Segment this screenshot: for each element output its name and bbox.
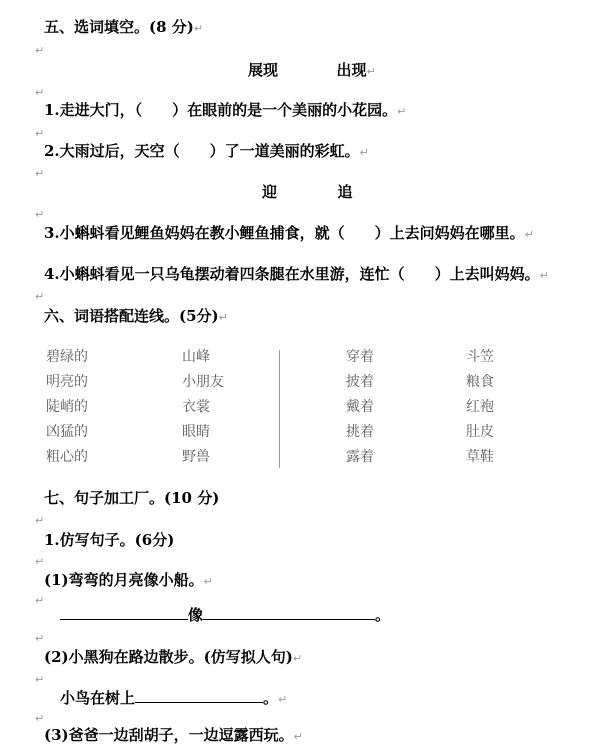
match-word: 衣裳 (182, 399, 210, 415)
match-word: 穿着 (346, 349, 374, 365)
fill-end: 。 (263, 689, 279, 707)
section-five-title (44, 17, 203, 39)
return-mark-icon: ↵ (35, 167, 45, 180)
prompt-3 (44, 725, 303, 747)
return-mark-icon: ↵ (218, 311, 228, 324)
return-mark-icon: ↵ (35, 127, 45, 140)
return-mark-icon: ↵ (292, 652, 303, 665)
prompt-text: (2)小黑狗在路边散步。(仿写拟人句) (44, 648, 293, 666)
fill-line-2 (60, 688, 287, 710)
section-five-title-text: 五、选词填空。(8 分) (44, 18, 194, 36)
return-mark-icon: ↵ (35, 208, 45, 221)
match-word: 挑着 (346, 424, 374, 440)
question-3 (44, 223, 534, 245)
question-text: 4.小蝌蚪看见一只乌龟摆动着四条腿在水里游，连忙（ ）上去叫妈妈。 (44, 265, 540, 283)
match-word: 戴着 (346, 399, 374, 415)
answer-blank[interactable] (60, 605, 188, 620)
section-six-title-text: 六、词语搭配连线。(5分) (44, 307, 219, 325)
match-word: 肚皮 (466, 424, 494, 440)
match-word: 眼睛 (182, 424, 210, 440)
return-mark-icon: ↵ (193, 22, 204, 35)
match-column-objects (466, 345, 494, 470)
question-text: 3.小蝌蚪看见鲤鱼妈妈在教小鲤鱼捕食，就（ ）上去问妈妈在哪里。 (44, 224, 525, 242)
question-1 (44, 100, 406, 122)
match-word: 草鞋 (466, 449, 494, 465)
return-mark-icon: ↵ (203, 575, 213, 588)
match-word: 粮食 (466, 374, 494, 390)
match-word: 小朋友 (182, 374, 224, 390)
return-mark-icon: ↵ (35, 673, 45, 686)
return-mark-icon: ↵ (35, 44, 45, 57)
return-mark-icon: ↵ (35, 555, 45, 568)
question-2 (44, 141, 369, 163)
section-seven-title (44, 488, 219, 508)
return-mark-icon: ↵ (35, 632, 45, 645)
return-mark-icon: ↵ (35, 514, 45, 527)
prompt-1 (44, 570, 213, 592)
return-mark-icon: ↵ (293, 730, 303, 743)
return-mark-icon: ↵ (278, 693, 288, 706)
return-mark-icon: ↵ (524, 228, 534, 241)
return-mark-icon: ↵ (359, 146, 369, 159)
word-option: 展现 (248, 61, 279, 79)
word-choice-a (248, 60, 376, 82)
subsection-1-title (44, 530, 174, 550)
answer-blank[interactable] (135, 688, 263, 703)
match-word: 碧绿的 (46, 349, 88, 365)
match-column-adjectives (46, 345, 88, 470)
word-choice-b (262, 182, 353, 202)
match-word: 凶猛的 (46, 424, 88, 440)
question-4 (44, 264, 549, 286)
return-mark-icon: ↵ (366, 65, 376, 78)
prompt-text: (1)弯弯的月亮像小船。 (44, 571, 204, 589)
match-word: 陡峭的 (46, 399, 88, 415)
fill-word: 像 (188, 606, 204, 624)
return-mark-icon: ↵ (35, 86, 45, 99)
word-option: 迎 (262, 183, 278, 201)
fill-end: 。 (375, 606, 391, 624)
word-option: 追 (337, 183, 353, 201)
match-word: 粗心的 (46, 449, 88, 465)
return-mark-icon: ↵ (35, 290, 45, 303)
match-word: 明亮的 (46, 374, 88, 390)
return-mark-icon: ↵ (35, 594, 45, 607)
word-option: 出现 (336, 61, 367, 79)
return-mark-icon: ↵ (35, 712, 45, 725)
fill-line-1 (60, 605, 390, 625)
match-word: 红袍 (466, 399, 494, 415)
match-word: 野兽 (182, 449, 210, 465)
match-word: 山峰 (182, 349, 210, 365)
fill-start: 小鸟在树上 (60, 689, 136, 707)
prompt-2 (44, 647, 302, 669)
section-six-title (44, 306, 228, 328)
column-divider (279, 350, 280, 468)
prompt-text: (3)爸爸一边刮胡子，一边逗露西玩。 (44, 726, 294, 744)
return-mark-icon: ↵ (539, 269, 549, 282)
question-text: 1.走进大门，（ ）在眼前的是一个美丽的小花园。 (44, 101, 398, 119)
match-word: 露着 (346, 449, 374, 465)
return-mark-icon: ↵ (397, 105, 407, 118)
question-text: 2.大雨过后，天空（ ）了一道美丽的彩虹。 (44, 142, 360, 160)
match-column-nouns (182, 345, 224, 470)
subsection-text: 1.仿写句子。(6分) (44, 531, 175, 549)
match-word: 斗笠 (466, 349, 494, 365)
match-column-verbs (346, 345, 374, 470)
section-seven-title-text: 七、句子加工厂。(10 分) (44, 489, 220, 507)
match-word: 披着 (346, 374, 374, 390)
answer-blank[interactable] (203, 605, 375, 620)
